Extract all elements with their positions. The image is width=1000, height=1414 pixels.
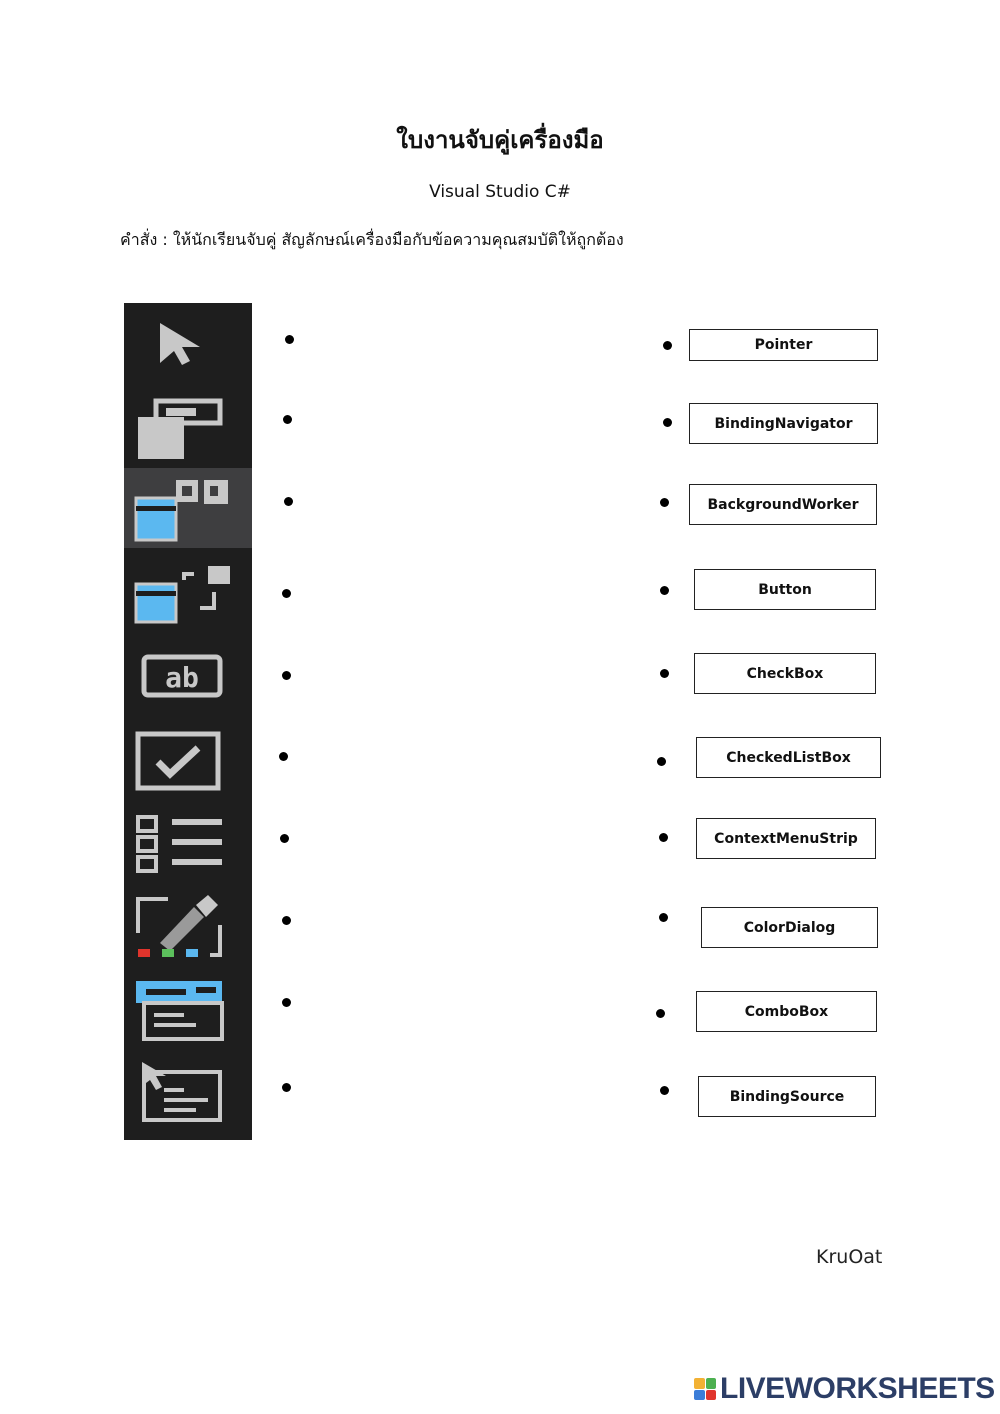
instruction-text: คำสั่ง : ให้นักเรียนจับคู่ สัญลักษณ์เครื่องมือกับข้อความคุณสมบัติให้ถูกต้อง [120, 230, 624, 249]
label-box-6[interactable]: CheckedListBox [696, 737, 881, 778]
match-dot-left-2[interactable] [283, 415, 292, 424]
color-dialog-icon [134, 885, 234, 961]
tool-button [124, 633, 252, 713]
match-dot-right-3[interactable] [660, 498, 669, 507]
label-box-5[interactable]: CheckBox [694, 653, 876, 694]
match-dot-right-6[interactable] [657, 757, 666, 766]
label-box-9[interactable]: ComboBox [696, 991, 877, 1032]
tool-pointer [124, 303, 252, 383]
match-dot-right-4[interactable] [660, 586, 669, 595]
page-subtitle: Visual Studio C# [429, 182, 571, 202]
label-box-4[interactable]: Button [694, 569, 876, 610]
liveworksheets-icon [694, 1378, 716, 1400]
checked-listbox-icon [134, 803, 234, 879]
tool-checked-listbox [124, 799, 252, 879]
match-dot-left-10[interactable] [282, 1083, 291, 1092]
author-name: KruOat [816, 1246, 883, 1268]
label-box-10[interactable]: BindingSource [698, 1076, 876, 1117]
match-dot-right-2[interactable] [663, 418, 672, 427]
label-box-1[interactable]: Pointer [689, 329, 878, 361]
match-dot-right-9[interactable] [656, 1009, 665, 1018]
match-dot-left-1[interactable] [285, 335, 294, 344]
label-box-3[interactable]: BackgroundWorker [689, 484, 877, 525]
tool-combobox [124, 963, 252, 1043]
tool-background-worker [124, 468, 252, 548]
context-menu-strip-icon [134, 1052, 234, 1128]
match-dot-left-3[interactable] [284, 497, 293, 506]
match-dot-left-7[interactable] [280, 834, 289, 843]
binding-source-icon [134, 554, 234, 630]
match-dot-left-5[interactable] [282, 671, 291, 680]
match-dot-right-1[interactable] [663, 341, 672, 350]
tool-checkbox [124, 716, 252, 796]
tool-binding-navigator [124, 385, 252, 465]
match-dot-right-5[interactable] [660, 669, 669, 678]
checkbox-icon [134, 720, 234, 796]
combobox-icon [134, 967, 234, 1043]
background-worker-icon [134, 472, 234, 548]
brand-logo [694, 1372, 995, 1406]
match-dot-left-4[interactable] [282, 589, 291, 598]
pointer-icon [134, 307, 234, 383]
page-title: ใบงานจับคู่เครื่องมือ [396, 126, 604, 154]
binding-navigator-icon [134, 389, 234, 465]
tool-color-dialog [124, 881, 252, 961]
match-dot-left-9[interactable] [282, 998, 291, 1007]
brand-name: LIVEWORKSHEETS [720, 1372, 995, 1405]
svg-text:ab: ab [165, 661, 199, 694]
label-box-8[interactable]: ColorDialog [701, 907, 878, 948]
match-dot-right-7[interactable] [659, 833, 668, 842]
button-icon [134, 637, 234, 713]
match-dot-left-6[interactable] [279, 752, 288, 761]
match-dot-left-8[interactable] [282, 916, 291, 925]
toolbox-panel [124, 303, 252, 1140]
label-box-7[interactable]: ContextMenuStrip [696, 818, 876, 859]
label-box-2[interactable]: BindingNavigator [689, 403, 878, 444]
match-dot-right-10[interactable] [660, 1086, 669, 1095]
match-dot-right-8[interactable] [659, 913, 668, 922]
tool-context-menu-strip [124, 1048, 252, 1128]
tool-binding-source [124, 550, 252, 630]
